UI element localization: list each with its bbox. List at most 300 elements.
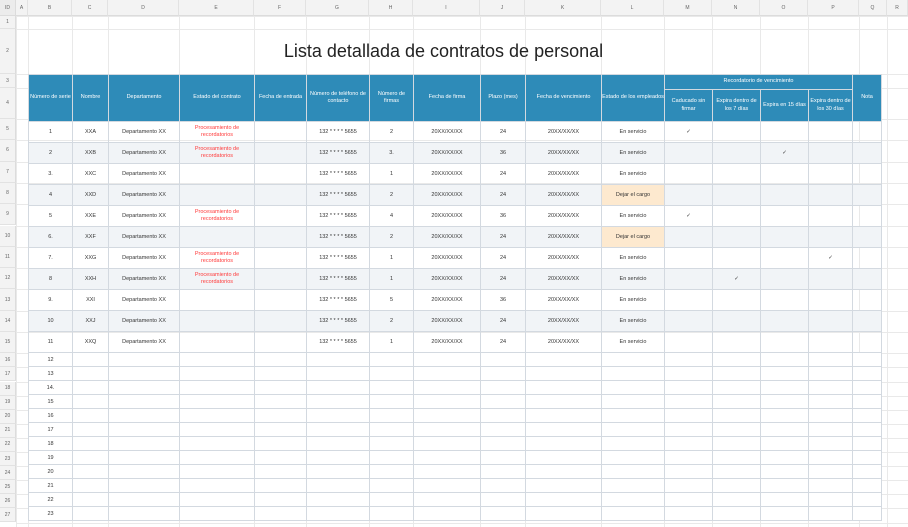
cell-reminder-30[interactable] [809,206,853,227]
cell-empty[interactable] [370,437,414,451]
cell-empty[interactable] [109,465,180,479]
cell-term[interactable]: 24 [481,164,526,185]
cell-serial[interactable]: 1 [29,122,73,143]
cell-serial[interactable]: 10 [29,311,73,332]
cell-empty[interactable] [809,409,853,423]
cell-reminder-7[interactable] [713,122,761,143]
row-header[interactable]: 9 [0,204,16,225]
cell-empty[interactable] [414,451,481,465]
cell-department[interactable]: Departamento XX [109,332,180,353]
cell-expiry-date[interactable]: 20XX/XX/XX [526,248,602,269]
cell-employee-status[interactable]: En servicio [602,269,665,290]
cell-empty[interactable] [255,381,307,395]
cell-empty[interactable] [602,437,665,451]
cell-reminder-7[interactable] [713,143,761,164]
cell-serial[interactable]: 5 [29,206,73,227]
cell-empty[interactable] [370,353,414,367]
cell-empty[interactable] [602,423,665,437]
cell-empty[interactable] [713,409,761,423]
cell-empty[interactable] [713,353,761,367]
cell-reminder-expired[interactable] [665,248,713,269]
column-header[interactable]: J [480,0,525,16]
cell-empty[interactable] [853,465,882,479]
cell-empty[interactable] [665,381,713,395]
cell-phone[interactable]: 132 * * * * 5655 [307,227,370,248]
cell-empty[interactable] [602,479,665,493]
cell-empty[interactable] [713,465,761,479]
cell-empty[interactable] [255,507,307,521]
cell-note[interactable] [853,290,882,311]
cell-empty[interactable] [526,465,602,479]
cell-contract-status[interactable] [180,164,255,185]
cell-serial[interactable]: 22 [29,493,73,507]
row-header[interactable]: 13 [0,289,16,310]
cell-empty[interactable] [713,479,761,493]
cell-empty[interactable] [481,423,526,437]
cell-sign-date[interactable]: 20XX/XX/XX [414,227,481,248]
cell-empty[interactable] [180,367,255,381]
cell-empty[interactable] [414,437,481,451]
cell-empty[interactable] [481,493,526,507]
cell-empty[interactable] [370,409,414,423]
cell-empty[interactable] [665,493,713,507]
cell-empty[interactable] [481,367,526,381]
cell-reminder-7[interactable] [713,164,761,185]
cell-empty[interactable] [73,451,109,465]
cell-employee-status[interactable]: En servicio [602,122,665,143]
cell-empty[interactable] [255,409,307,423]
cell-signatures[interactable]: 1 [370,164,414,185]
cell-employee-status[interactable]: Dejar el cargo [602,227,665,248]
cell-employee-status[interactable]: En servicio [602,206,665,227]
cell-empty[interactable] [109,395,180,409]
cell-empty[interactable] [414,493,481,507]
column-header[interactable]: G [306,0,369,16]
cell-empty[interactable] [809,451,853,465]
cell-serial[interactable]: 3. [29,164,73,185]
cell-empty[interactable] [665,437,713,451]
cell-empty[interactable] [602,409,665,423]
cell-term[interactable]: 36 [481,143,526,164]
cell-serial[interactable]: 6. [29,227,73,248]
cell-empty[interactable] [526,381,602,395]
cell-empty[interactable] [853,395,882,409]
row-header[interactable]: 24 [0,466,16,480]
cell-reminder-15[interactable] [761,227,809,248]
cell-entry-date[interactable] [255,143,307,164]
cell-term[interactable]: 24 [481,332,526,353]
column-header[interactable]: N [712,0,760,16]
cell-name[interactable]: XXE [73,206,109,227]
cell-empty[interactable] [414,465,481,479]
header-reminder-15[interactable]: Expira en 15 días [761,90,809,122]
cell-name[interactable]: XXJ [73,311,109,332]
cell-empty[interactable] [602,353,665,367]
cell-department[interactable]: Departamento XX [109,248,180,269]
cell-empty[interactable] [370,451,414,465]
cell-name[interactable]: XXD [73,185,109,206]
cell-empty[interactable] [526,353,602,367]
cell-department[interactable]: Departamento XX [109,227,180,248]
cell-sign-date[interactable]: 20XX/XX/XX [414,248,481,269]
cell-empty[interactable] [665,353,713,367]
cell-empty[interactable] [853,423,882,437]
select-all-corner[interactable]: ID [0,0,16,16]
cell-reminder-7[interactable] [713,290,761,311]
cell-empty[interactable] [109,437,180,451]
cell-reminder-15[interactable] [761,332,809,353]
cell-entry-date[interactable] [255,122,307,143]
cell-empty[interactable] [180,451,255,465]
cell-empty[interactable] [370,493,414,507]
cell-empty[interactable] [809,479,853,493]
cell-phone[interactable]: 132 * * * * 5655 [307,143,370,164]
cell-serial[interactable]: 18 [29,437,73,451]
cell-empty[interactable] [73,437,109,451]
cell-empty[interactable] [109,451,180,465]
cell-term[interactable]: 24 [481,227,526,248]
cell-employee-status[interactable]: En servicio [602,290,665,311]
cell-empty[interactable] [255,367,307,381]
column-header[interactable]: I [413,0,480,16]
row-header[interactable]: 10 [0,226,16,247]
cell-sign-date[interactable]: 20XX/XX/XX [414,290,481,311]
cell-note[interactable] [853,332,882,353]
cell-empty[interactable] [602,367,665,381]
cell-department[interactable]: Departamento XX [109,122,180,143]
cell-term[interactable]: 36 [481,290,526,311]
row-header[interactable]: 19 [0,396,16,410]
cell-entry-date[interactable] [255,269,307,290]
column-header[interactable]: M [664,0,712,16]
column-header[interactable]: F [254,0,306,16]
cell-empty[interactable] [526,395,602,409]
cell-empty[interactable] [180,381,255,395]
cell-empty[interactable] [73,493,109,507]
cell-empty[interactable] [307,437,370,451]
cell-empty[interactable] [180,409,255,423]
cell-empty[interactable] [370,465,414,479]
cell-entry-date[interactable] [255,206,307,227]
cell-empty[interactable] [180,423,255,437]
cell-contract-status[interactable]: Procesamiento de recordatorios [180,269,255,290]
cell-reminder-30[interactable] [809,332,853,353]
cell-name[interactable]: XXA [73,122,109,143]
cell-contract-status[interactable]: Procesamiento de recordatorios [180,122,255,143]
cell-empty[interactable] [761,465,809,479]
cell-empty[interactable] [481,409,526,423]
cell-contract-status[interactable]: Procesamiento de recordatorios [180,206,255,227]
cell-note[interactable] [853,143,882,164]
cell-empty[interactable] [761,493,809,507]
row-header[interactable]: 12 [0,268,16,289]
cell-phone[interactable]: 132 * * * * 5655 [307,332,370,353]
cell-name[interactable]: XXB [73,143,109,164]
cell-empty[interactable] [180,493,255,507]
cell-empty[interactable] [761,395,809,409]
cell-empty[interactable] [255,353,307,367]
cell-note[interactable] [853,248,882,269]
cell-signatures[interactable]: 2 [370,311,414,332]
cell-sign-date[interactable]: 20XX/XX/XX [414,332,481,353]
cell-phone[interactable]: 132 * * * * 5655 [307,248,370,269]
cell-empty[interactable] [853,367,882,381]
cell-empty[interactable] [809,507,853,521]
row-header[interactable]: 20 [0,410,16,424]
cell-reminder-expired[interactable]: ✓ [665,122,713,143]
cell-empty[interactable] [809,367,853,381]
cell-empty[interactable] [602,451,665,465]
cell-empty[interactable] [180,479,255,493]
cell-empty[interactable] [73,507,109,521]
cell-empty[interactable] [73,395,109,409]
cell-empty[interactable] [255,395,307,409]
cell-empty[interactable] [307,465,370,479]
cell-serial[interactable]: 16 [29,409,73,423]
cell-reminder-expired[interactable] [665,227,713,248]
cell-empty[interactable] [481,451,526,465]
cell-serial[interactable]: 4 [29,185,73,206]
cell-empty[interactable] [255,451,307,465]
cell-empty[interactable] [853,409,882,423]
header-employee-status[interactable]: Estado de los empleados [602,75,665,122]
cell-serial[interactable]: 9. [29,290,73,311]
cell-note[interactable] [853,185,882,206]
cell-phone[interactable]: 132 * * * * 5655 [307,164,370,185]
column-header[interactable]: B [28,0,72,16]
cell-empty[interactable] [180,437,255,451]
cell-reminder-30[interactable]: ✓ [809,248,853,269]
header-note[interactable]: Nota [853,75,882,122]
cell-empty[interactable] [809,423,853,437]
cell-entry-date[interactable] [255,311,307,332]
cell-empty[interactable] [809,381,853,395]
cell-note[interactable] [853,122,882,143]
cell-empty[interactable] [853,353,882,367]
cell-employee-status[interactable]: En servicio [602,311,665,332]
column-header[interactable]: R [887,0,908,16]
cell-reminder-7[interactable] [713,332,761,353]
cell-empty[interactable] [73,409,109,423]
cell-empty[interactable] [761,381,809,395]
row-header[interactable]: 26 [0,494,16,508]
cell-reminder-15[interactable] [761,122,809,143]
cell-reminder-15[interactable] [761,185,809,206]
cell-empty[interactable] [526,479,602,493]
cell-employee-status[interactable]: Dejar el cargo [602,185,665,206]
row-header[interactable]: 17 [0,367,16,381]
cell-entry-date[interactable] [255,185,307,206]
cell-contract-status[interactable]: Procesamiento de recordatorios [180,143,255,164]
cell-empty[interactable] [109,423,180,437]
cell-department[interactable]: Departamento XX [109,290,180,311]
cell-expiry-date[interactable]: 20XX/XX/XX [526,227,602,248]
cell-reminder-expired[interactable] [665,143,713,164]
row-header[interactable]: 11 [0,247,16,268]
cell-empty[interactable] [761,479,809,493]
cell-empty[interactable] [370,507,414,521]
cell-empty[interactable] [73,423,109,437]
cell-serial[interactable]: 11 [29,332,73,353]
cell-empty[interactable] [414,395,481,409]
cell-employee-status[interactable]: En servicio [602,248,665,269]
cell-serial[interactable]: 19 [29,451,73,465]
cell-empty[interactable] [481,353,526,367]
cell-name[interactable]: XXH [73,269,109,290]
cell-empty[interactable] [809,437,853,451]
cell-empty[interactable] [665,409,713,423]
cell-expiry-date[interactable]: 20XX/XX/XX [526,143,602,164]
cell-empty[interactable] [526,367,602,381]
cell-empty[interactable] [73,465,109,479]
cell-empty[interactable] [414,353,481,367]
cell-name[interactable]: XXG [73,248,109,269]
cell-empty[interactable] [602,381,665,395]
header-sign-date[interactable]: Fecha de firma [414,75,481,122]
cell-empty[interactable] [713,395,761,409]
cell-name[interactable]: XXQ [73,332,109,353]
cell-empty[interactable] [761,423,809,437]
cell-empty[interactable] [414,479,481,493]
cell-expiry-date[interactable]: 20XX/XX/XX [526,311,602,332]
cell-phone[interactable]: 132 * * * * 5655 [307,122,370,143]
cell-note[interactable] [853,269,882,290]
cell-empty[interactable] [307,493,370,507]
cell-expiry-date[interactable]: 20XX/XX/XX [526,332,602,353]
header-term[interactable]: Plazo (mes) [481,75,526,122]
cell-expiry-date[interactable]: 20XX/XX/XX [526,122,602,143]
row-header[interactable]: 15 [0,332,16,353]
cell-serial[interactable]: 12 [29,353,73,367]
cell-expiry-date[interactable]: 20XX/XX/XX [526,185,602,206]
cell-employee-status[interactable]: En servicio [602,332,665,353]
cell-reminder-15[interactable] [761,269,809,290]
header-reminder-expired[interactable]: Caducado sin firmar [665,90,713,122]
cell-reminder-30[interactable] [809,311,853,332]
cell-reminder-expired[interactable] [665,290,713,311]
cell-reminder-7[interactable] [713,227,761,248]
row-header[interactable]: 3 [0,74,16,88]
cell-term[interactable]: 24 [481,269,526,290]
cell-reminder-expired[interactable] [665,185,713,206]
cell-term[interactable]: 24 [481,311,526,332]
cell-phone[interactable]: 132 * * * * 5655 [307,185,370,206]
cell-phone[interactable]: 132 * * * * 5655 [307,269,370,290]
cell-reminder-expired[interactable] [665,164,713,185]
cell-empty[interactable] [481,381,526,395]
cell-name[interactable]: XXF [73,227,109,248]
cell-empty[interactable] [307,381,370,395]
cell-reminder-15[interactable] [761,164,809,185]
cell-signatures[interactable]: 1 [370,332,414,353]
cell-empty[interactable] [109,493,180,507]
cell-empty[interactable] [526,437,602,451]
cell-reminder-7[interactable] [713,185,761,206]
cell-reminder-7[interactable] [713,206,761,227]
cell-name[interactable]: XXC [73,164,109,185]
cell-signatures[interactable]: 3. [370,143,414,164]
cell-empty[interactable] [414,409,481,423]
cell-entry-date[interactable] [255,164,307,185]
column-header[interactable]: A [16,0,28,16]
cell-empty[interactable] [255,423,307,437]
header-department[interactable]: Departamento [109,75,180,122]
row-header[interactable]: 18 [0,382,16,396]
cell-empty[interactable] [713,451,761,465]
cell-empty[interactable] [665,423,713,437]
cell-signatures[interactable]: 4 [370,206,414,227]
row-header[interactable]: 27 [0,508,16,522]
row-header[interactable]: 21 [0,424,16,438]
row-header[interactable]: 23 [0,452,16,466]
cell-serial[interactable]: 17 [29,423,73,437]
cell-empty[interactable] [109,409,180,423]
cell-empty[interactable] [481,437,526,451]
cell-reminder-7[interactable] [713,248,761,269]
cell-name[interactable]: XXI [73,290,109,311]
cell-empty[interactable] [109,479,180,493]
cell-signatures[interactable]: 2 [370,227,414,248]
cell-contract-status[interactable]: Procesamiento de recordatorios [180,248,255,269]
cell-empty[interactable] [665,395,713,409]
cell-empty[interactable] [665,479,713,493]
cell-sign-date[interactable]: 20XX/XX/XX [414,122,481,143]
cell-term[interactable]: 24 [481,122,526,143]
cell-reminder-30[interactable] [809,290,853,311]
cell-empty[interactable] [665,451,713,465]
cell-reminder-expired[interactable] [665,269,713,290]
cell-signatures[interactable]: 5 [370,290,414,311]
cell-empty[interactable] [481,395,526,409]
cell-empty[interactable] [307,395,370,409]
cell-empty[interactable] [665,507,713,521]
row-header[interactable]: 2 [0,29,16,74]
column-header[interactable]: C [72,0,108,16]
cell-empty[interactable] [853,381,882,395]
cell-signatures[interactable]: 1 [370,248,414,269]
header-name[interactable]: Nombre [73,75,109,122]
row-header[interactable]: 5 [0,119,16,140]
cell-empty[interactable] [414,381,481,395]
cell-serial[interactable]: 21 [29,479,73,493]
cell-empty[interactable] [255,493,307,507]
cell-reminder-expired[interactable]: ✓ [665,206,713,227]
cell-empty[interactable] [809,395,853,409]
cell-expiry-date[interactable]: 20XX/XX/XX [526,290,602,311]
cell-empty[interactable] [370,381,414,395]
cell-note[interactable] [853,206,882,227]
cell-signatures[interactable]: 2 [370,122,414,143]
cell-reminder-7[interactable]: ✓ [713,269,761,290]
cell-department[interactable]: Departamento XX [109,311,180,332]
cell-expiry-date[interactable]: 20XX/XX/XX [526,269,602,290]
cell-empty[interactable] [665,367,713,381]
cell-reminder-expired[interactable] [665,332,713,353]
cell-contract-status[interactable] [180,311,255,332]
cell-empty[interactable] [713,437,761,451]
cell-empty[interactable] [307,479,370,493]
header-reminder-group[interactable]: Recordatorio de vencimiento [665,75,853,90]
cell-empty[interactable] [761,437,809,451]
cell-empty[interactable] [180,353,255,367]
row-header[interactable]: 1 [0,16,16,29]
header-expiry-date[interactable]: Fecha de vencimiento [526,75,602,122]
cell-empty[interactable] [255,479,307,493]
cell-serial[interactable]: 2 [29,143,73,164]
column-header[interactable]: H [369,0,413,16]
cell-reminder-30[interactable] [809,227,853,248]
cell-serial[interactable]: 7. [29,248,73,269]
